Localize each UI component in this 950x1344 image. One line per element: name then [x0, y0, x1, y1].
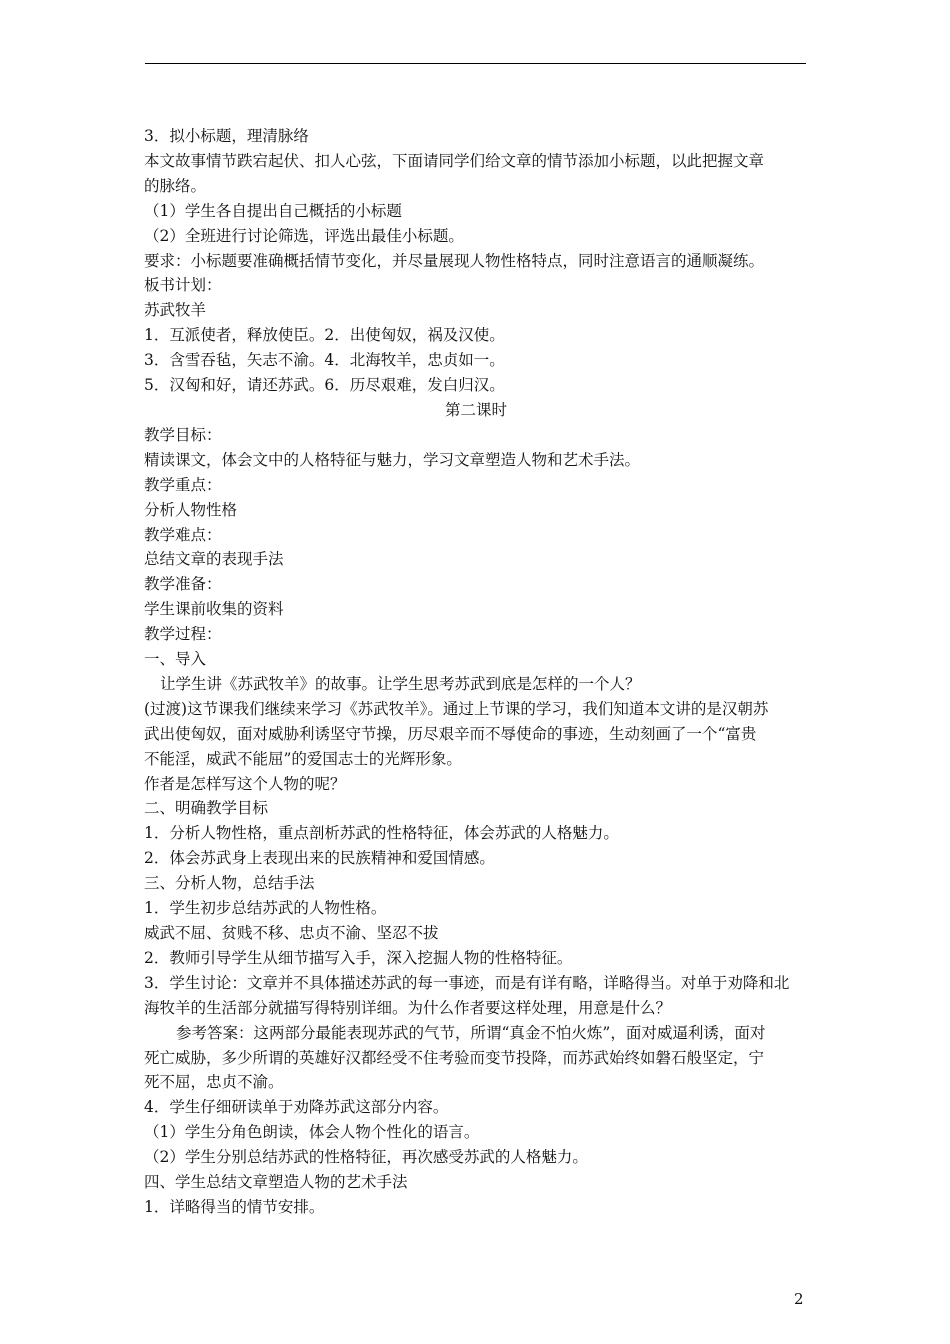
answer-line: 参考答案：这两部分最能表现苏武的气节，所谓“真金不怕火炼”，面对威逼利诱，面对 [176, 1023, 766, 1042]
paragraph-line: 要求：小标题要准确概括情节变化，并尽量展现人物性格特点，同时注意语言的通顺凝练。 [144, 251, 765, 270]
page-number: 2 [794, 1290, 804, 1308]
list-item: 3．学生讨论：文章并不具体描述苏武的每一事迹，而是有详有略，详略得当。对单于劝降和北 [144, 973, 790, 992]
section-heading: 四、学生总结文章塑造人物的艺术手法 [144, 1173, 408, 1192]
label-line: 板书计划： [144, 276, 222, 295]
list-item: 1．学生初步总结苏武的人物性格。 [144, 899, 387, 918]
answer-line: 死亡威胁，多少所谓的英雄好汉都经受不住考验而变节投降，而苏武始终如磐石般坚定，宁 [144, 1048, 765, 1067]
list-item: 2．体会苏武身上表现出来的民族精神和爱国情感。 [144, 849, 495, 868]
list-item: 2．教师引导学生从细节描写入手，深入挖掘人物的性格特征。 [144, 948, 573, 967]
board-item: 3．含雪吞毡，矢志不渝。4．北海牧羊，忠贞如一。 [144, 351, 505, 370]
list-item: （1）学生各自提出自己概括的小标题 [144, 201, 402, 220]
board-item: 1．互派使者，释放使臣。2．出使匈奴，祸及汉使。 [144, 326, 505, 345]
paragraph-line: 让学生讲《苏武牧羊》的故事。让学生思考苏武到底是怎样的一个人？ [160, 674, 641, 693]
section-heading: 二、明确教学目标 [144, 799, 269, 818]
section-heading: 三、分析人物，总结手法 [144, 874, 315, 893]
list-item: 1．详略得当的情节安排。 [144, 1197, 325, 1216]
answer-line: 死不屈，忠贞不渝。 [144, 1073, 284, 1092]
list-item: （2）学生分别总结苏武的性格特征，再次感受苏武的人格魅力。 [144, 1148, 588, 1167]
board-title: 苏武牧羊 [144, 301, 207, 320]
label-line: 教学重点： [144, 475, 222, 494]
paragraph-line: 本文故事情节跌宕起伏、扣人心弦，下面请同学们给文章的情节添加小标题，以此把握文章 [144, 151, 765, 170]
header-rule [145, 63, 806, 64]
section-heading: 一、导入 [144, 650, 207, 669]
paragraph-line: 精读课文，体会文中的人格特征与魅力，学习文章塑造人物和艺术手法。 [144, 450, 641, 469]
paragraph-line: 总结文章的表现手法 [144, 550, 284, 569]
label-line: 教学目标： [144, 425, 222, 444]
paragraph-line: 威武不屈、贫贱不移、忠贞不渝、坚忍不拔 [144, 924, 439, 942]
paragraph-line: 海牧羊的生活部分就描写得特别详细。为什么作者要这样处理，用意是什么？ [144, 998, 672, 1017]
board-item: 5．汉匈和好，请还苏武。6．历尽艰难，发白归汉。 [144, 376, 505, 395]
label-line: 教学难点： [144, 525, 222, 544]
paragraph-line: 的脉络。 [144, 176, 207, 195]
list-item: （1）学生分角色朗读，体会人物个性化的语言。 [144, 1123, 480, 1142]
list-item: （2）全班进行讨论筛选，评选出最佳小标题。 [144, 226, 464, 245]
paragraph-line: 武出使匈奴，面对威胁利诱坚守节操，历尽艰辛而不辱使命的事迹，生动刻画了一个“富贵 [144, 724, 757, 743]
paragraph-line: 分析人物性格 [144, 500, 238, 519]
document-body [144, 124, 808, 1220]
paragraph-line: 作者是怎样写这个人物的呢？ [144, 774, 346, 793]
label-line: 教学过程： [144, 625, 222, 644]
list-item: 1．分析人物性格，重点剖析苏武的性格特征，体会苏武的人格魅力。 [144, 824, 619, 843]
lesson-title: 第二课时 [444, 400, 507, 419]
list-item: 4．学生仔细研读单于劝降苏武这部分内容。 [144, 1098, 449, 1117]
label-line: 教学准备： [144, 575, 222, 594]
section-heading: 3．拟小标题，理清脉络 [144, 127, 309, 145]
paragraph-line: 学生课前收集的资料 [144, 600, 284, 619]
paragraph-line: (过渡)这节课我们继续来学习《苏武牧羊》。通过上节课的学习，我们知道本文讲的是汉朝苏 [144, 699, 769, 718]
paragraph-line: 不能淫，威武不能屈”的爱国志士的光辉形象。 [144, 749, 462, 768]
